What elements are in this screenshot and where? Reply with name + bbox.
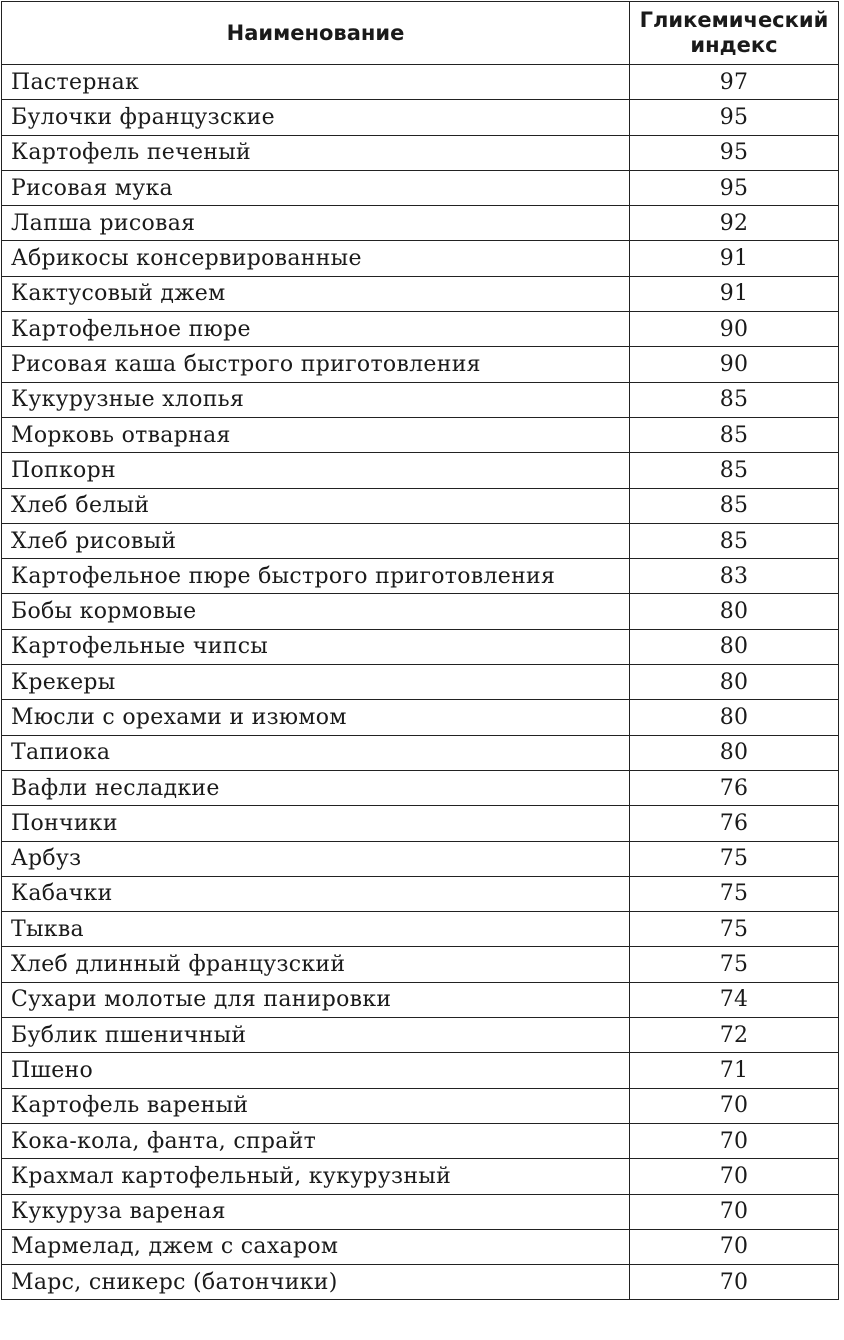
glycemic-index-cell: 80 [630, 665, 839, 700]
product-name-cell: Кукуруза вареная [2, 1194, 630, 1229]
glycemic-index-cell: 91 [630, 276, 839, 311]
column-header-index-line1: Гликемический [639, 8, 829, 32]
glycemic-index-cell: 76 [630, 770, 839, 805]
table-row [2, 417, 839, 452]
table-row [2, 1088, 839, 1123]
table-row [2, 1194, 839, 1229]
product-name-cell: Крахмал картофельный, кукурузный [2, 1159, 630, 1194]
glycemic-index-cell: 70 [630, 1194, 839, 1229]
glycemic-index-cell: 71 [630, 1053, 839, 1088]
glycemic-index-cell: 76 [630, 806, 839, 841]
product-name-cell: Картофельное пюре быстрого приготовления [2, 559, 630, 594]
table-row [2, 947, 839, 982]
glycemic-index-cell: 80 [630, 700, 839, 735]
product-name-cell: Лапша рисовая [2, 206, 630, 241]
table-row [2, 135, 839, 170]
product-name-cell: Булочки французские [2, 100, 630, 135]
product-name-cell: Пончики [2, 806, 630, 841]
table-row [2, 770, 839, 805]
glycemic-index-cell: 70 [630, 1265, 839, 1300]
table-row [2, 1053, 839, 1088]
table-row [2, 594, 839, 629]
table-row [2, 488, 839, 523]
glycemic-index-cell: 80 [630, 735, 839, 770]
glycemic-index-cell: 70 [630, 1123, 839, 1158]
product-name-cell: Абрикосы консервированные [2, 241, 630, 276]
glycemic-index-cell: 80 [630, 629, 839, 664]
glycemic-index-cell: 74 [630, 982, 839, 1017]
glycemic-index-cell: 75 [630, 876, 839, 911]
glycemic-index-cell: 70 [630, 1229, 839, 1264]
glycemic-index-cell: 95 [630, 100, 839, 135]
glycemic-index-cell: 85 [630, 453, 839, 488]
column-header-glycemic-index [630, 2, 839, 65]
glycemic-index-cell: 75 [630, 841, 839, 876]
product-name-cell: Крекеры [2, 665, 630, 700]
column-header-name: Наименование [2, 2, 630, 65]
product-name-cell: Морковь отварная [2, 417, 630, 452]
glycemic-index-cell: 92 [630, 206, 839, 241]
glycemic-index-cell: 95 [630, 135, 839, 170]
product-name-cell: Бобы кормовые [2, 594, 630, 629]
glycemic-index-cell: 85 [630, 382, 839, 417]
product-name-cell: Мармелад, джем с сахаром [2, 1229, 630, 1264]
table-header-row [2, 2, 839, 65]
table-row [2, 206, 839, 241]
product-name-cell: Мюсли с орехами и изюмом [2, 700, 630, 735]
product-name-cell: Арбуз [2, 841, 630, 876]
product-name-cell: Пастернак [2, 65, 630, 100]
table-row [2, 1229, 839, 1264]
glycemic-index-cell: 70 [630, 1088, 839, 1123]
product-name-cell: Кока-кола, фанта, спрайт [2, 1123, 630, 1158]
glycemic-index-cell: 80 [630, 594, 839, 629]
product-name-cell: Кукурузные хлопья [2, 382, 630, 417]
table-row [2, 382, 839, 417]
table-row [2, 559, 839, 594]
product-name-cell: Хлеб длинный французский [2, 947, 630, 982]
product-name-cell: Пшено [2, 1053, 630, 1088]
table-row [2, 347, 839, 382]
glycemic-index-cell: 85 [630, 488, 839, 523]
product-name-cell: Кактусовый джем [2, 276, 630, 311]
table-row [2, 876, 839, 911]
table-row [2, 982, 839, 1017]
table-row [2, 665, 839, 700]
product-name-cell: Картофель печеный [2, 135, 630, 170]
glycemic-index-cell: 70 [630, 1159, 839, 1194]
glycemic-index-cell: 91 [630, 241, 839, 276]
product-name-cell: Кабачки [2, 876, 630, 911]
table-row [2, 1159, 839, 1194]
table-row [2, 735, 839, 770]
table-row [2, 806, 839, 841]
glycemic-index-cell: 83 [630, 559, 839, 594]
table-row [2, 312, 839, 347]
glycemic-index-cell: 85 [630, 417, 839, 452]
table-row [2, 912, 839, 947]
table-row [2, 1123, 839, 1158]
table-body [2, 65, 839, 1300]
product-name-cell: Тапиока [2, 735, 630, 770]
column-header-index-line2: индекс [690, 33, 778, 57]
glycemic-index-cell: 97 [630, 65, 839, 100]
product-name-cell: Марс, сникерс (батончики) [2, 1265, 630, 1300]
table-row [2, 841, 839, 876]
glycemic-index-cell: 95 [630, 170, 839, 205]
glycemic-index-cell: 75 [630, 912, 839, 947]
product-name-cell: Сухари молотые для панировки [2, 982, 630, 1017]
product-name-cell: Попкорн [2, 453, 630, 488]
glycemic-index-cell: 75 [630, 947, 839, 982]
product-name-cell: Картофельное пюре [2, 312, 630, 347]
product-name-cell: Тыква [2, 912, 630, 947]
product-name-cell: Хлеб белый [2, 488, 630, 523]
table-row [2, 523, 839, 558]
table-row [2, 170, 839, 205]
product-name-cell: Вафли несладкие [2, 770, 630, 805]
glycemic-index-cell: 90 [630, 312, 839, 347]
table-row [2, 65, 839, 100]
glycemic-index-cell: 85 [630, 523, 839, 558]
product-name-cell: Бублик пшеничный [2, 1018, 630, 1053]
table-row [2, 276, 839, 311]
table-row [2, 1265, 839, 1300]
product-name-cell: Картофельные чипсы [2, 629, 630, 664]
table-row [2, 100, 839, 135]
table-row [2, 241, 839, 276]
product-name-cell: Рисовая мука [2, 170, 630, 205]
table-row [2, 453, 839, 488]
glycemic-index-table [1, 1, 839, 1300]
product-name-cell: Рисовая каша быстрого приготовления [2, 347, 630, 382]
table-row [2, 1018, 839, 1053]
product-name-cell: Картофель вареный [2, 1088, 630, 1123]
glycemic-index-cell: 72 [630, 1018, 839, 1053]
product-name-cell: Хлеб рисовый [2, 523, 630, 558]
glycemic-index-cell: 90 [630, 347, 839, 382]
table-row [2, 629, 839, 664]
table-row [2, 700, 839, 735]
